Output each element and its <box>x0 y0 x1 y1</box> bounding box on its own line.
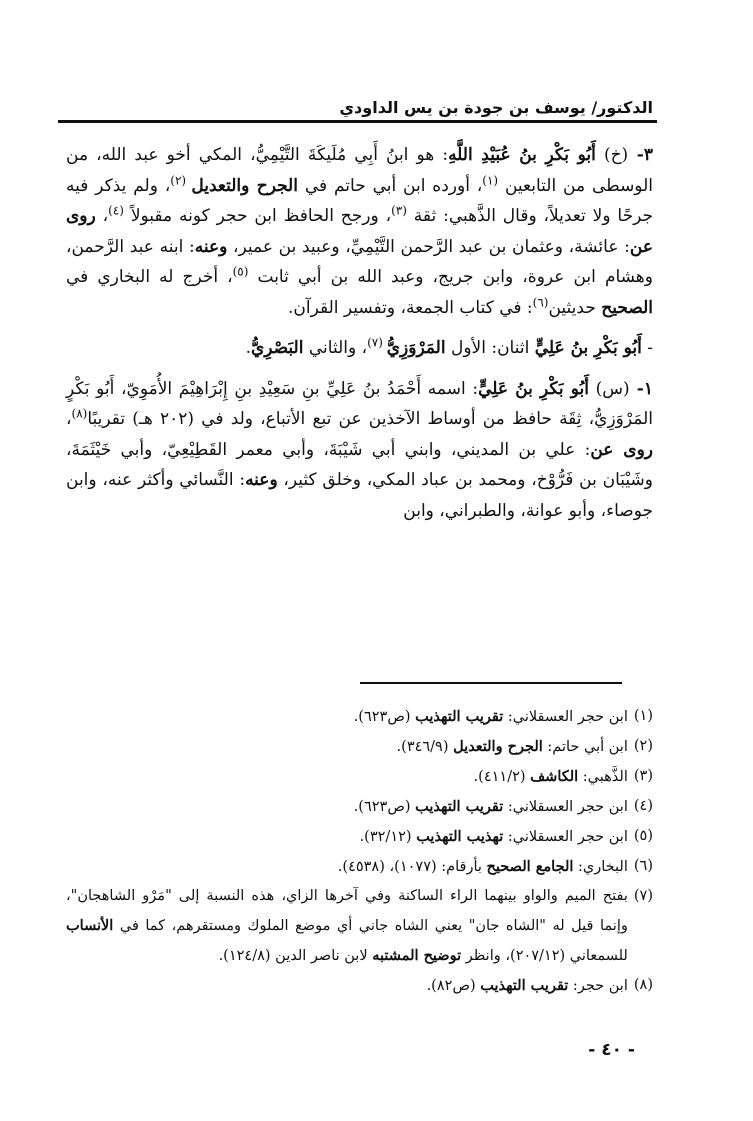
footnote-text <box>66 852 628 882</box>
footnote-number: (٢) <box>633 738 653 754</box>
footnote-item <box>66 762 653 792</box>
entry-number: ٣- <box>628 145 653 165</box>
footnote-item <box>66 882 653 971</box>
footnote-item <box>66 852 653 882</box>
text-segment: (٤١١/٢). <box>473 769 531 785</box>
text-segment: ، أورده ابن أبي حاتم في <box>297 175 483 196</box>
footnote-ref: (٦) <box>532 294 549 309</box>
text-segment: ابن حجر العسقلاني: <box>503 799 628 815</box>
footnote-item <box>66 792 653 822</box>
book-title: الجرح والتعديل <box>191 175 298 196</box>
entry-tag: (س) <box>588 378 630 399</box>
text-segment: ، أخرج له البخاري في <box>66 267 233 287</box>
book-title: الصحيح <box>601 297 653 318</box>
running-header-author: الدكتور/ يوسف بن جودة بن يس الداودي <box>339 98 653 117</box>
text-segment: بفتح الميم والواو بينهما الراء الساكنة وفي آخرها الزاي، هذه النسبة إلى "مَرْو الشاهجان"، وإنما قيل له "الشاه جان" يعني الشاه جاني أي موضع الملوك ومستقرهم، كما في <box>66 888 628 934</box>
text-segment: ، ولم يذكر فيه جرحًا ولا تعديلاً، وقال الذَّهبي: ثقة <box>66 175 653 226</box>
footnote-item <box>66 971 653 1001</box>
book-title: الكاشف <box>530 768 579 785</box>
footnote-ref: (٤) <box>108 203 124 218</box>
text-segment: : عائشة، وعثمان بن عبد الرَّحمن التَّيْمِيِّ، وعبيد بن عمير، <box>227 236 630 257</box>
footnote-number: (٥) <box>633 828 653 844</box>
header-divider <box>58 120 657 123</box>
text-segment: (٣٤٦/٩). <box>396 739 454 755</box>
book-title: الجامع الصحيح <box>486 858 574 875</box>
text-segment: ابن حجر العسقلاني: <box>503 829 628 845</box>
text-segment: ، والثاني <box>303 338 368 358</box>
text-segment: لابن ناصر الدين (١٢٤/٨). <box>218 948 373 964</box>
entry-number: ١- <box>629 378 653 399</box>
page-number: - ٤٠ - <box>588 1040 635 1060</box>
text-segment: : ابنه عبد الرَّحمن، وهشام ابن عروة، وابن جريج، وعبد الله بن أبي ثابت <box>66 236 653 287</box>
text-segment: ابن أبي حاتم: <box>542 739 628 755</box>
anhu-label: وعنه <box>245 470 278 490</box>
text-segment: : هو ابنُ أَبِي مُلَيكَةَ التَّيْمِيُّ، المكي أخو عبد الله، من الوسطى من التابعين <box>66 145 653 196</box>
rawa-an-label: روى عن <box>590 439 653 460</box>
text-segment: - <box>641 338 653 358</box>
text-segment: حديثين <box>548 297 602 318</box>
text-segment: البخاري: <box>573 859 628 875</box>
footnote-number: (٧) <box>633 888 653 904</box>
footnote-ref: (٧) <box>367 335 387 350</box>
footnote-text <box>66 762 628 792</box>
footnote-text <box>66 792 628 822</box>
book-title: الجرح والتعديل <box>453 738 543 755</box>
text-segment: ، ورجح الحافظ ابن حجر كونه مقبولاً <box>123 206 392 226</box>
text-segment: : في كتاب الجمعة، وتفسير القرآن. <box>287 297 533 318</box>
footnote-item <box>66 702 653 732</box>
footnote-ref: (٣) <box>391 203 407 218</box>
footnotes-list <box>66 702 653 1001</box>
footnote-divider <box>360 682 622 684</box>
footnote-number: (٦) <box>633 858 653 874</box>
footnote-ref: (١) <box>482 172 499 187</box>
footnote-text <box>66 822 628 852</box>
main-text <box>66 140 653 526</box>
text-segment: ابن حجر العسقلاني: <box>503 709 628 725</box>
entry-tag: (خ) <box>595 145 629 165</box>
nisba-marwazi: المَرْوَزِيُّ <box>386 338 446 358</box>
entry-paragraph-1 <box>66 374 653 527</box>
nisba-basri: البَصْرِيُّ <box>250 338 304 358</box>
entry-name: أَبُو بَكْرِ بنُ عُبَيْدِ اللَّهِ <box>448 145 596 165</box>
book-title: الأنساب <box>66 917 114 934</box>
text-segment: (ص٨٢). <box>426 978 481 994</box>
footnote-ref: (٨) <box>71 406 88 421</box>
footnote-number: (٨) <box>633 977 653 993</box>
book-title: توضيح المشتبه <box>372 947 462 964</box>
text-segment: (٣٢/١٢). <box>359 829 417 845</box>
footnote-text <box>66 702 628 732</box>
book-title: تقريب التهذيب <box>480 977 569 994</box>
text-segment: (ص٦٢٣). <box>353 709 416 725</box>
text-segment: : النَّسائي وأكثر عنه، وابن جوصاء، وأبو عوانة، والطبراني، وابن <box>66 470 653 521</box>
text-segment: للسمعاني (٢٠٧/١٢)، وانظر <box>461 948 628 964</box>
text-segment: : علي بن المديني، وابني أبي شَيْبَةَ، وأبي معمر القَطِيْعِيّ، وأبي خَيْثَمَةَ، وشَيْبَان بن فَرُّوْخ، ومحمد بن عباد المكي، وخلق كثير، <box>66 439 653 490</box>
text-segment: ، <box>95 206 109 226</box>
footnote-item <box>66 822 653 852</box>
footnote-text <box>66 971 628 1001</box>
section-name: أَبُو بَكْرِ بنُ عَلِيٍّ <box>534 338 642 358</box>
text-segment: (ص٦٢٣). <box>353 799 416 815</box>
footnote-number: (٤) <box>633 798 653 814</box>
section-heading-paragraph <box>66 333 653 364</box>
entry-name: أَبُو بَكْرِ بنُ عَلِيٍّ <box>478 378 589 399</box>
anhu-label: وعنه <box>194 236 228 257</box>
entry-paragraph-3 <box>66 140 653 323</box>
text-segment: بأرقام: (١٠٧٧)، (٤٥٣٨). <box>337 859 487 875</box>
text-segment: . <box>245 338 251 358</box>
rawa-an-label: روى عن <box>66 206 653 257</box>
footnote-number: (٣) <box>633 768 653 784</box>
text-segment: الذَّهبي: <box>578 769 628 785</box>
text-segment: ، <box>66 409 72 429</box>
footnote-ref: (٥) <box>232 264 249 279</box>
footnote-text <box>66 732 628 762</box>
footnote-text <box>66 882 628 971</box>
book-title: تهذيب التهذيب <box>416 828 504 845</box>
footnote-ref: (٢) <box>170 172 192 187</box>
footnote-number: (١) <box>633 708 653 724</box>
book-title: تقريب التهذيب <box>415 798 504 815</box>
footnote-item <box>66 732 653 762</box>
text-segment: : اسمه أَحْمَدُ بنُ عَلِيِّ بنِ سَعِيْدِ بنِ إِبْرَاهِيْمَ الأُمَوِيّ، أَبُو بَكْرٍ المَرْوَزِيُّ، ثِقَة حافظ من أوساط الآخذين عن تبع الأتباع، ولد في (٢٠٢ هـ) تقريبًا <box>66 378 654 429</box>
book-title: تقريب التهذيب <box>415 708 504 725</box>
text-segment: ابن حجر: <box>568 978 628 994</box>
text-segment: اثنان: الأول <box>445 338 535 358</box>
